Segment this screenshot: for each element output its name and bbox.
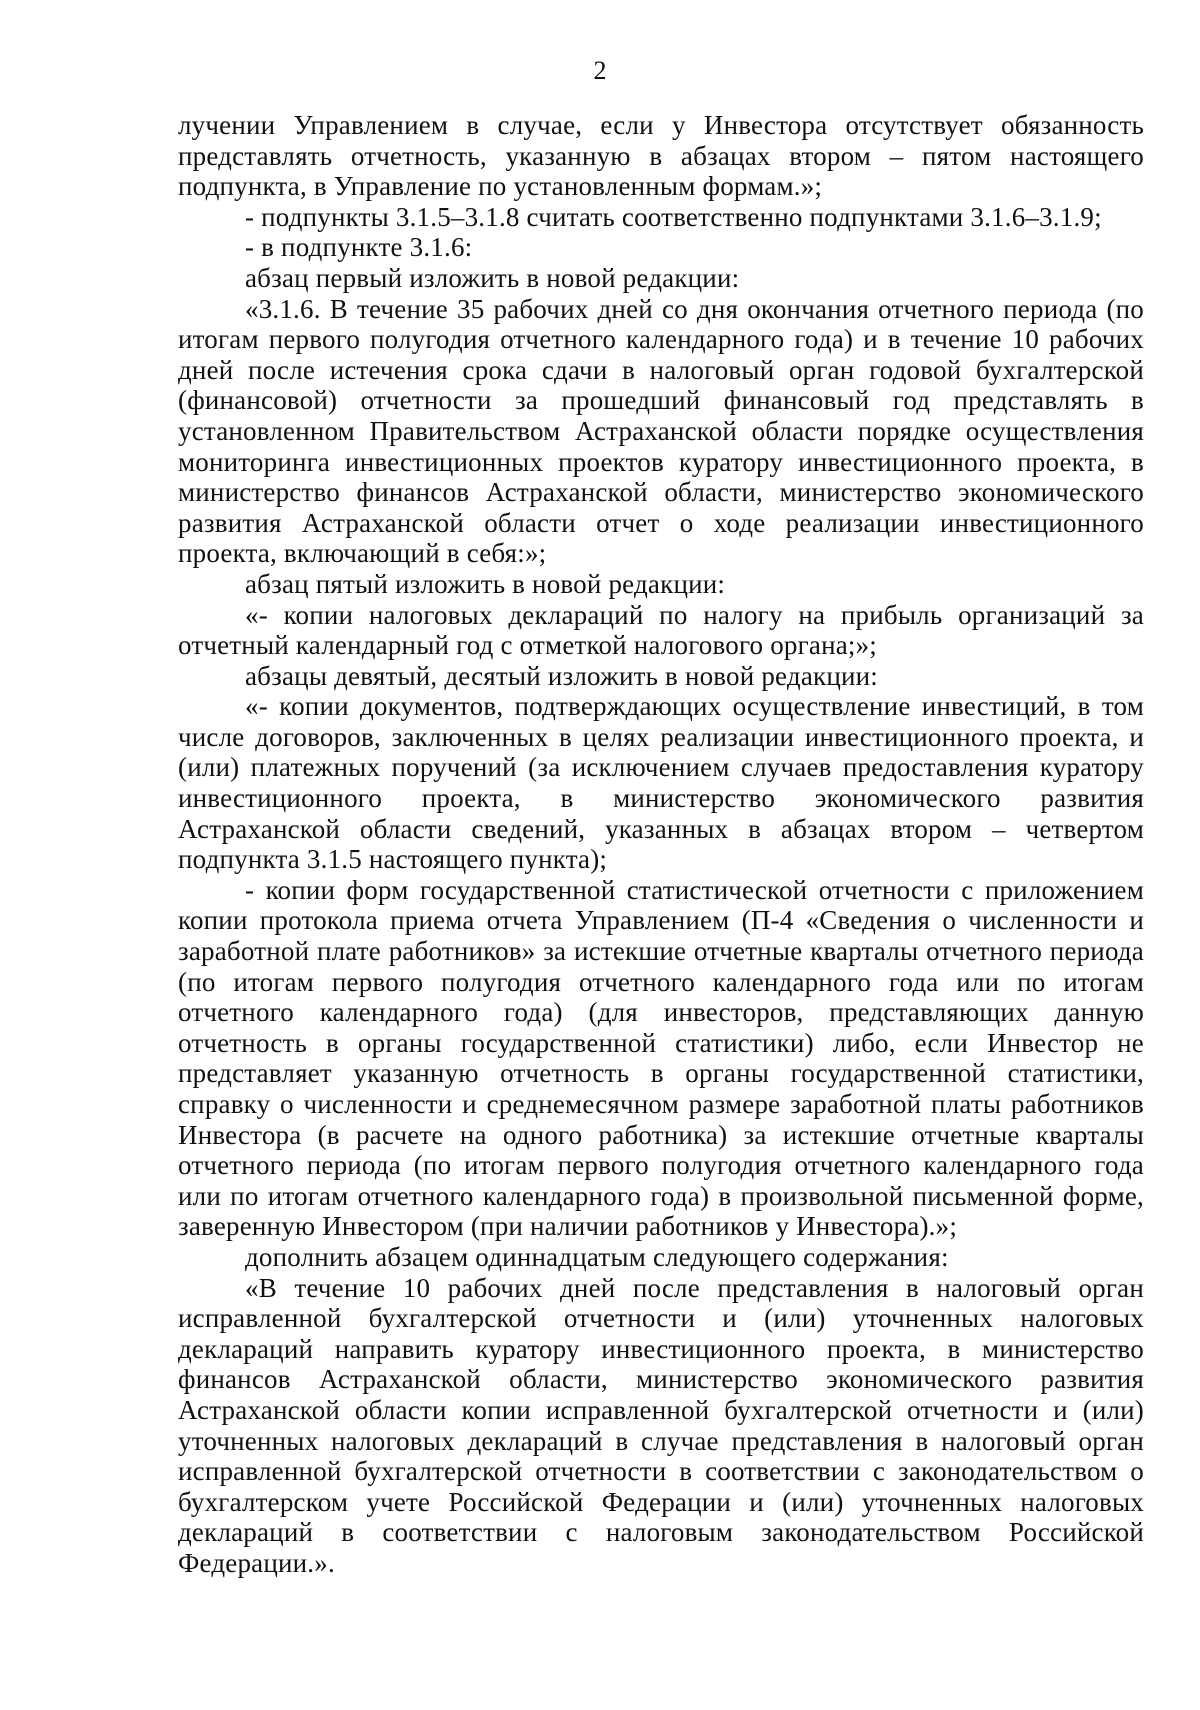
paragraph: - копии форм государственной статистической отчетности с приложением копии протокола приема отчета Управлением (П-4 «Сведения о численности и заработной плате работников» за истекшие отчетные кварталы отчетного периода (по итогам первого полугодия отчетного календарного года или по итогам отчетного календарного года) (для инвесторов, представляющих данную отчетность в органы государственной статистики) либо, если Инвестор не представляет указанную отчетность в органы государственной статистики, справку о численности и среднемесячном размере заработной платы работников Инвестора (в расчете на одного работника) за истекшие отчетные кварталы отчетного периода (по итогам первого полугодия отчетного календарного года или по итогам отчетного календарного года) в произвольной письменной форме, заверенную Инвестором (при наличии работников у Инвестора).»;	[178, 874, 1144, 1242]
paragraph: - в подпункте 3.1.6:	[245, 232, 473, 263]
paragraph: абзац пятый изложить в новой редакции:	[245, 568, 726, 599]
paragraph: дополнить абзацем одиннадцатым следующего содержания:	[245, 1241, 949, 1272]
paragraph: «В течение 10 рабочих дней после представления в налоговый орган исправленной бухгалтерской отчетности и (или) уточненных налоговых деклараций направить куратору инвестиционного проекта, в министерство финансов Астраханской области, министерство экономического развития Астраханской области копии исправленной бухгалтерской отчетности и (или) уточненных налоговых деклараций в случае представления в налоговый орган исправленной бухгалтерской отчетности в соответствии с законодательством о бухгалтерском учете Российской Федерации и (или) уточненных налоговых деклараций в соответствии с налоговым законодательством Российской Федерации.».	[178, 1272, 1144, 1578]
paragraph: абзацы девятый, десятый изложить в новой редакции:	[245, 660, 878, 691]
paragraph: «3.1.6. В течение 35 рабочих дней со дня окончания отчетного периода (по итогам первого полугодия отчетного календарного года) и в течение 10 рабочих дней после истечения срока сдачи в налоговый орган годовой бухгалтерской (финансовой) отчетности за прошедший финансовый год представлять в установленном Правительством Астраханской области порядке осуществления мониторинга инвестиционных проектов куратору инвестиционного проекта, в министерство финансов Астраханской области, министерство экономического развития Астраханской области отчет о ходе реализации инвестиционного проекта, включающий в себя:»;	[178, 293, 1144, 569]
paragraph: «- копии документов, подтверждающих осуществление инвестиций, в том числе договоров, заключенных в целях реализации инвестиционного проекта, и (или) платежных поручений (за исключением случаев предоставления куратору инвестиционного проекта, в министерство экономического развития Астраханской области сведений, указанных в абзацах втором – четвертом подпункта 3.1.5 настоящего пункта);	[178, 691, 1144, 875]
page-number: 2	[593, 56, 607, 85]
paragraph: абзац первый изложить в новой редакции:	[245, 262, 740, 293]
paragraph: лучении Управлением в случае, если у Инвестора отсутствует обязанность представлять отчетность, указанную в абзацах втором – пятом настоящего подпункта, в Управление по установленным формам.»;	[178, 110, 1144, 202]
document-body	[178, 110, 1144, 1579]
paragraph: - подпункты 3.1.5–3.1.8 считать соответственно подпунктами 3.1.6–3.1.9;	[245, 201, 1102, 232]
paragraph: «- копии налоговых деклараций по налогу на прибыль организаций за отчетный календарный год с отметкой налогового органа;»;	[178, 599, 1144, 661]
